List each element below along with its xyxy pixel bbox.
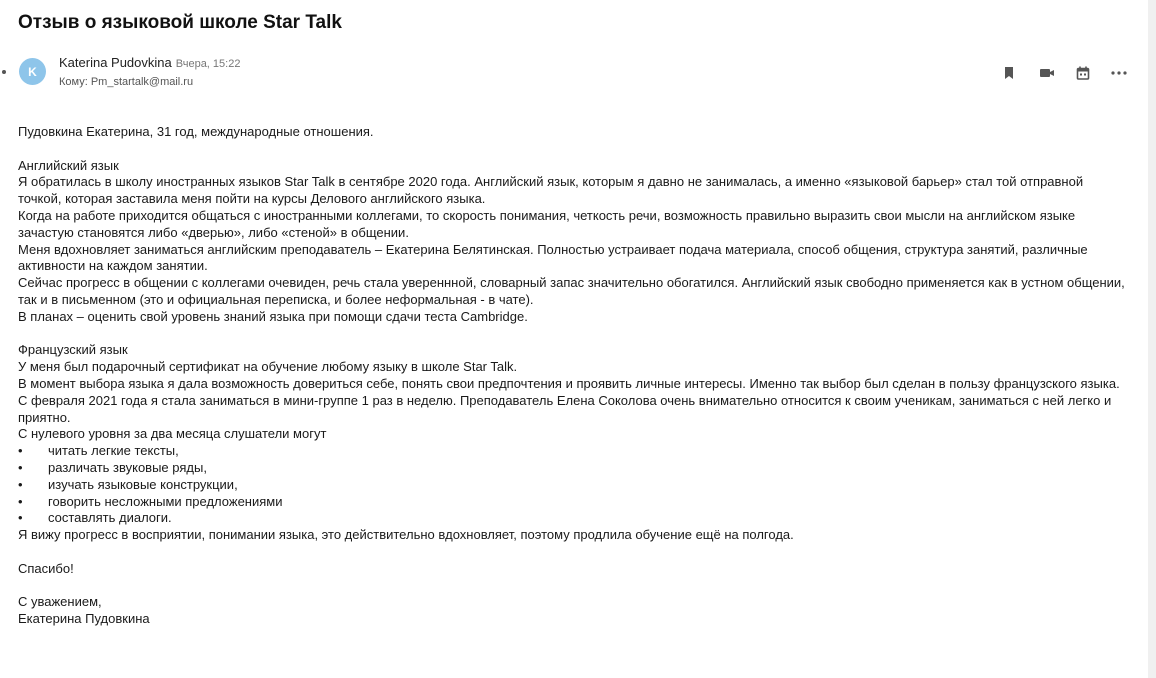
- regards-line: С уважением,: [18, 594, 102, 610]
- email-subject: Отзыв о языковой школе Star Talk: [18, 12, 342, 33]
- paragraph: С февраля 2021 года я стала заниматься в мини-группе 1 раз в неделю. Преподаватель Елена Соколова очень внимательно относится к своим ученикам, заниматься с ней легко и приятно.: [18, 392, 1112, 425]
- list-item: [18, 494, 1128, 511]
- list-item-text: говорить несложными предложениями: [48, 493, 283, 509]
- list-item-text: изучать языковые конструкции,: [48, 476, 238, 492]
- sender-line: [59, 55, 240, 70]
- bullet-mark: •: [18, 510, 23, 526]
- sent-time: Вчера, 15:22: [175, 58, 241, 70]
- intro-line: Пудовкина Екатерина, 31 год, международные отношения.: [18, 124, 374, 139]
- bullet-mark: •: [18, 459, 23, 475]
- unread-indicator: [2, 70, 6, 74]
- calendar-icon[interactable]: [1074, 64, 1092, 82]
- paragraph: Меня вдохновляет заниматься английским преподаватель – Екатерина Белятинская. Полностью устраивает подача материала, способ общения, структура занятий, различные активности на каждом занятии.: [18, 241, 1088, 274]
- paragraph: В планах – оценить свой уровень знаний языка при помощи сдачи теста Cambridge.: [18, 308, 528, 324]
- sender-name[interactable]: Katerina Pudovkina: [59, 55, 172, 70]
- avatar[interactable]: K: [19, 58, 46, 85]
- list-item: [18, 510, 1128, 527]
- video-icon[interactable]: [1038, 64, 1056, 82]
- bullet-mark: •: [18, 476, 23, 492]
- paragraph: Я вижу прогресс в восприятии, понимании языка, это действительно вдохновляет, поэтому продлила обучение ещё на полгода.: [18, 527, 794, 543]
- thanks-line: Спасибо!: [18, 560, 74, 576]
- section-heading-french: Французский язык: [18, 342, 128, 358]
- paragraph: С нулевого уровня за два месяца слушатели могут: [18, 426, 327, 442]
- paragraph: Когда на работе приходится общаться с иностранными коллегами, то скорость понимания, четкость речи, возможность правильно выразить свои мысли на английском языке зачастую становятся либо «дверью», либо «стеной» в общении.: [18, 207, 1076, 240]
- recipient-line: Кому: Pm_startalk@mail.ru: [59, 76, 194, 88]
- list-item: [18, 443, 1128, 460]
- paragraph: Я обратилась в школу иностранных языков Star Talk в сентябре 2020 года. Английский язык, которым я давно не занималась, а именно «языковой барьер» стал той отправной точкой, которая заставила меня пойти на курсы Делового английского языка.: [18, 174, 1084, 207]
- paragraph: Сейчас прогресс в общении с коллегами очевиден, речь стала увереннной, словарный запас значительно обогатился. Английский язык свободно применяется как в устном общении, так и в письменном (это и официальная переписка, и более неформальная - в чате).: [18, 275, 1125, 307]
- section-heading-english: Английский язык: [18, 157, 119, 173]
- scrollbar-track[interactable]: [1148, 0, 1156, 678]
- list-item: [18, 460, 1128, 477]
- paragraph: У меня был подарочный сертификат на обучение любому языку в школе Star Talk.: [18, 359, 518, 375]
- list-item-text: различать звуковые ряды,: [48, 459, 207, 475]
- list-item-text: читать легкие тексты,: [48, 443, 179, 459]
- bullet-mark: •: [18, 493, 23, 509]
- list-item-text: составлять диалоги.: [48, 510, 172, 526]
- list-item: [18, 477, 1128, 494]
- message-toolbar: [1000, 64, 1132, 82]
- email-body: [18, 124, 1128, 628]
- paragraph: В момент выбора языка я дала возможность довериться себе, понять свои предпочтения и проявить личные интересы. Именно так выбор был сделан в пользу французского языка.: [18, 375, 1120, 391]
- bookmark-icon[interactable]: [1000, 64, 1018, 82]
- signature: Екатерина Пудовкина: [18, 611, 150, 627]
- more-icon[interactable]: [1110, 64, 1128, 82]
- bullet-mark: •: [18, 443, 23, 459]
